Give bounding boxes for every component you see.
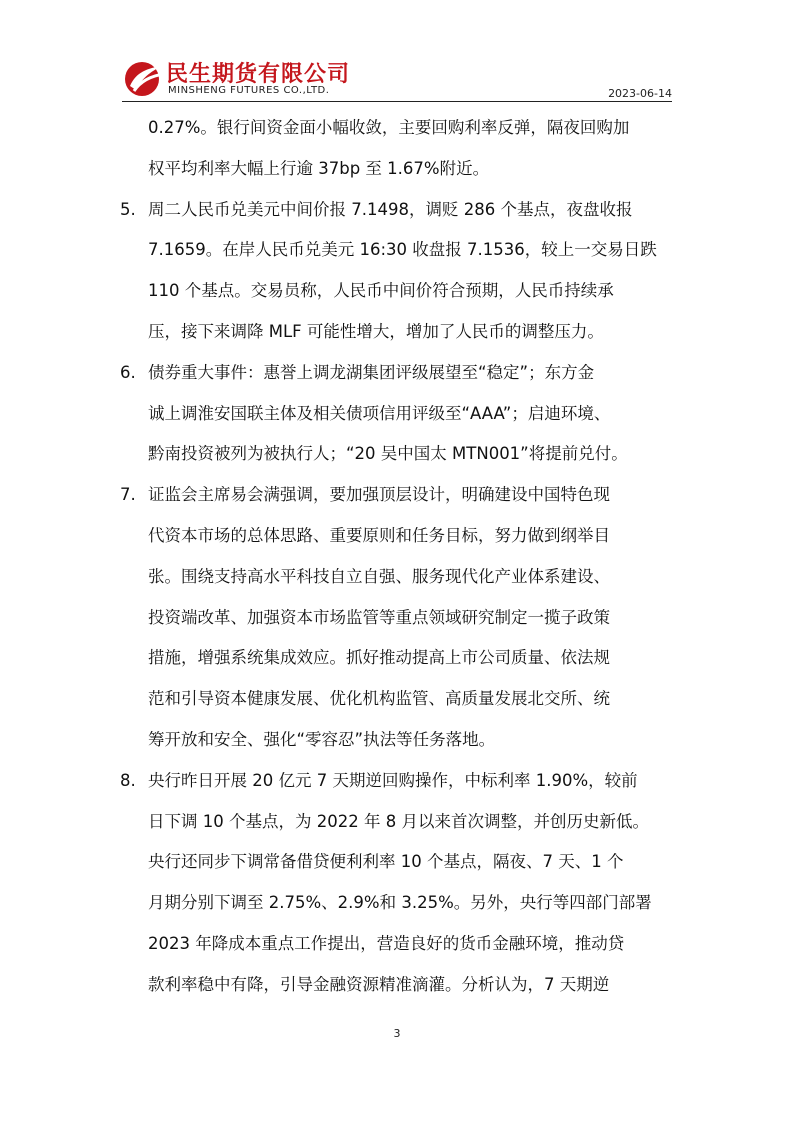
text-line: 债券重大事件：惠誉上调龙湖集团评级展望至“稳定”；东方金 [148, 362, 595, 382]
header-divider [122, 101, 672, 102]
text-line: 证监会主席易会满强调，要加强顶层设计，明确建设中国特色现 [148, 485, 610, 505]
text-line: 筹开放和安全、强化“零容忍”执法等任务落地。 [148, 729, 496, 749]
text-line: 0.27%。银行间资金面小幅收敛，主要回购利率反弹，隔夜回购加 [148, 118, 630, 137]
document-body [120, 108, 676, 1006]
text-line: 7.1659。在岸人民币兑美元 16:30 收盘报 7.1536，较上一交易日跌 [148, 240, 657, 260]
item-number: 8. [120, 770, 136, 790]
minsheng-logo-icon [122, 58, 166, 98]
item-number: 7. [120, 485, 136, 505]
text-line: 月期分别下调至 2.75%、2.9%和 3.25%。另外，央行等四部门部署 [148, 893, 652, 913]
text-line: 黔南投资被列为被执行人；“20 吴中国太 MTN001”将提前兑付。 [148, 444, 628, 464]
text-line: 压，接下来调降 MLF 可能性增大，增加了人民币的调整压力。 [148, 321, 604, 341]
text-line: 范和引导资本健康发展、优化机构监管、高质量发展北交所、统 [148, 689, 610, 709]
report-date: 2023-06-14 [608, 87, 672, 100]
text-line: 权平均利率大幅上行逾 37bp 至 1.67%附近。 [148, 158, 490, 178]
item-number: 6. [120, 362, 136, 382]
text-line: 诚上调淮安国联主体及相关债项信用评级至“AAA”；启迪环境、 [148, 403, 611, 423]
text-line: 110 个基点。交易员称，人民币中间价符合预期，人民币持续承 [148, 281, 614, 301]
text-line: 投资端改革、加强资本市场监管等重点领域研究制定一揽子政策 [148, 607, 610, 627]
item-number: 5. [120, 199, 136, 219]
text-line: 央行昨日开展 20 亿元 7 天期逆回购操作，中标利率 1.90%，较前 [148, 770, 638, 790]
list-item-6 [120, 353, 676, 475]
brand-name-cn: 民生期货有限公司 [166, 62, 351, 87]
text-line: 款利率稳中有降，引导金融资源精准滴灌。分析认为，7 天期逆 [148, 974, 610, 994]
text-line: 周二人民币兑美元中间价报 7.1498，调贬 286 个基点，夜盘收报 [148, 199, 633, 219]
text-line: 日下调 10 个基点，为 2022 年 8 月以来首次调整，并创历史新低。 [148, 811, 649, 831]
text-line: 2023 年降成本重点工作提出，营造良好的货币金融环境，推动贷 [148, 933, 625, 953]
brand-name-en: MINSHENG FUTURES CO.,LTD. [168, 85, 330, 96]
text-line: 代资本市场的总体思路、重要原则和任务目标，努力做到纲举目 [148, 525, 610, 545]
page-number: 3 [393, 1027, 401, 1040]
list-item-7 [120, 475, 676, 761]
text-line: 措施，增强系统集成效应。抓好推动提高上市公司质量、依法规 [148, 648, 610, 668]
continuation-paragraph [120, 108, 676, 190]
text-line: 央行还同步下调常备借贷便利利率 10 个基点，隔夜、7 天、1 个 [148, 852, 624, 872]
list-item-8 [120, 761, 676, 1006]
text-line: 张。围绕支持高水平科技自立自强、服务现代化产业体系建设、 [148, 566, 610, 586]
page-header [122, 55, 672, 103]
list-item-5 [120, 190, 676, 353]
